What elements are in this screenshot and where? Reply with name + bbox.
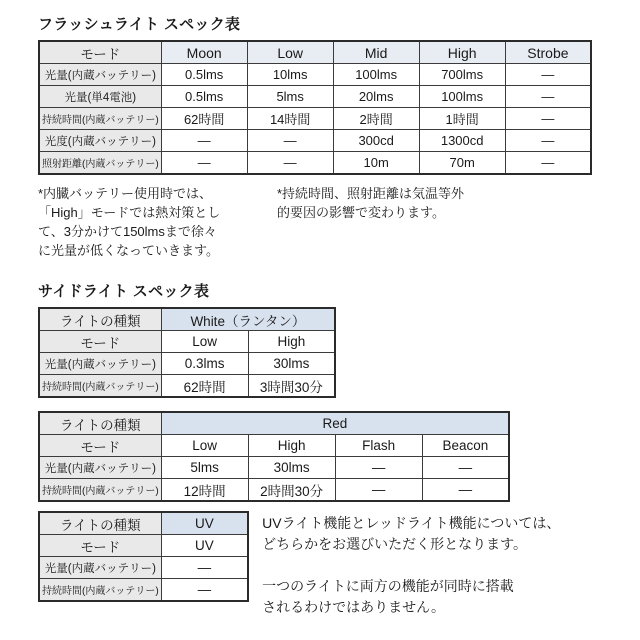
row-label: 光量(内蔵バッテリー) [39,353,161,375]
column-header: White（ランタン） [161,308,335,331]
text-line: 一つのライトに両方の機能が同時に搭載 [262,578,514,594]
column-header: ライトの種類 [39,512,161,535]
text-line: 「High」モードでは熱対策とし [38,205,221,220]
column-header: Moon [161,41,247,64]
spec-cell: 700lms [419,64,505,86]
spec-cell: — [247,152,333,175]
text-line: *内臓バッテリー使用時では、 [38,186,213,201]
spec-cell: — [505,86,591,108]
uv-section [38,511,622,618]
spec-cell: 100lms [333,64,419,86]
column-header: UV [161,512,248,535]
footnote-internal-battery [38,184,277,260]
spec-cell: 1300cd [419,130,505,152]
column-header: Low [247,41,333,64]
spec-cell: 0.5lms [161,64,247,86]
spec-cell: — [161,152,247,175]
column-header: モード [39,41,161,64]
spec-cell: 0.3lms [161,353,248,375]
spec-cell: 30lms [248,457,335,479]
row-label: 持続時間(内蔵バッテリー) [39,108,161,130]
spec-cell: 2時間30分 [248,479,335,502]
spec-cell: — [161,130,247,152]
spec-cell: 20lms [333,86,419,108]
spec-cell: 70m [419,152,505,175]
flashlight-section-title: フラッシュライト スペック表 [38,16,241,33]
spec-cell: Low [161,435,248,457]
spec-cell: 1時間 [419,108,505,130]
spec-cell: 14時間 [247,108,333,130]
text-line: UVライト機能とレッドライト機能については、 [262,515,561,531]
text-line: *持続時間、照射距離は気温等外 [277,186,465,201]
text-line: 的要因の影響で変わります。 [277,205,445,220]
column-header: Strobe [505,41,591,64]
text-line: て、3分かけて150lmsまで徐々 [38,224,217,239]
column-header: モード [39,535,161,557]
spec-cell: — [505,64,591,86]
column-header: Red [161,412,509,435]
spec-cell: 12時間 [161,479,248,502]
row-label: 照射距離(内蔵バッテリー) [39,152,161,175]
spec-cell: — [505,152,591,175]
row-label: 光度(内蔵バッテリー) [39,130,161,152]
spec-cell: 100lms [419,86,505,108]
red-light-spec-table [38,411,510,502]
spec-cell: — [505,130,591,152]
row-label: 光量(単4電池) [39,86,161,108]
spec-cell: 5lms [161,457,248,479]
spec-cell: — [335,457,422,479]
spec-cell: — [422,457,509,479]
spec-cell: 10lms [247,64,333,86]
spec-cell: — [422,479,509,502]
spec-cell: 300cd [333,130,419,152]
spec-cell: — [247,130,333,152]
spec-cell: Low [161,331,248,353]
column-header: Mid [333,41,419,64]
sidelight-section-title: サイドライト スペック表 [38,283,210,300]
column-header: ライトの種類 [39,412,161,435]
spec-cell: 62時間 [161,375,248,398]
spec-cell: — [505,108,591,130]
uv-note-paragraph-1 [262,513,560,555]
text-line: されるわけではありません。 [262,599,446,615]
spec-cell: High [248,435,335,457]
uv-note-paragraph-2 [262,576,560,618]
spec-cell: — [161,579,248,602]
row-label: 持続時間(内蔵バッテリー) [39,479,161,502]
spec-cell: 3時間30分 [248,375,335,398]
uv-note [262,511,560,618]
footnotes [38,184,622,260]
flashlight-spec-table [38,40,592,175]
column-header: High [419,41,505,64]
spec-cell: 62時間 [161,108,247,130]
text-line: に光量が低くなっていきます。 [38,243,219,258]
spec-cell: UV [161,535,248,557]
row-label: 光量(内蔵バッテリー) [39,457,161,479]
spec-cell: Beacon [422,435,509,457]
spec-cell: High [248,331,335,353]
column-header: ライトの種類 [39,308,161,331]
row-label: 光量(内蔵バッテリー) [39,64,161,86]
spec-cell: 10m [333,152,419,175]
spec-cell: 30lms [248,353,335,375]
spec-cell: 0.5lms [161,86,247,108]
column-header: モード [39,331,161,353]
white-lantern-spec-table [38,307,336,398]
row-label: 光量(内蔵バッテリー) [39,557,161,579]
row-label: 持続時間(内蔵バッテリー) [39,375,161,398]
column-header: モード [39,435,161,457]
row-label: 持続時間(内蔵バッテリー) [39,579,161,602]
footnote-duration-distance [277,184,557,260]
spec-cell: 2時間 [333,108,419,130]
spec-cell: Flash [335,435,422,457]
spec-cell: 5lms [247,86,333,108]
uv-light-spec-table [38,511,249,602]
spec-cell: — [335,479,422,502]
text-line: どちらかをお選びいただく形となります。 [262,536,528,552]
spec-cell: — [161,557,248,579]
